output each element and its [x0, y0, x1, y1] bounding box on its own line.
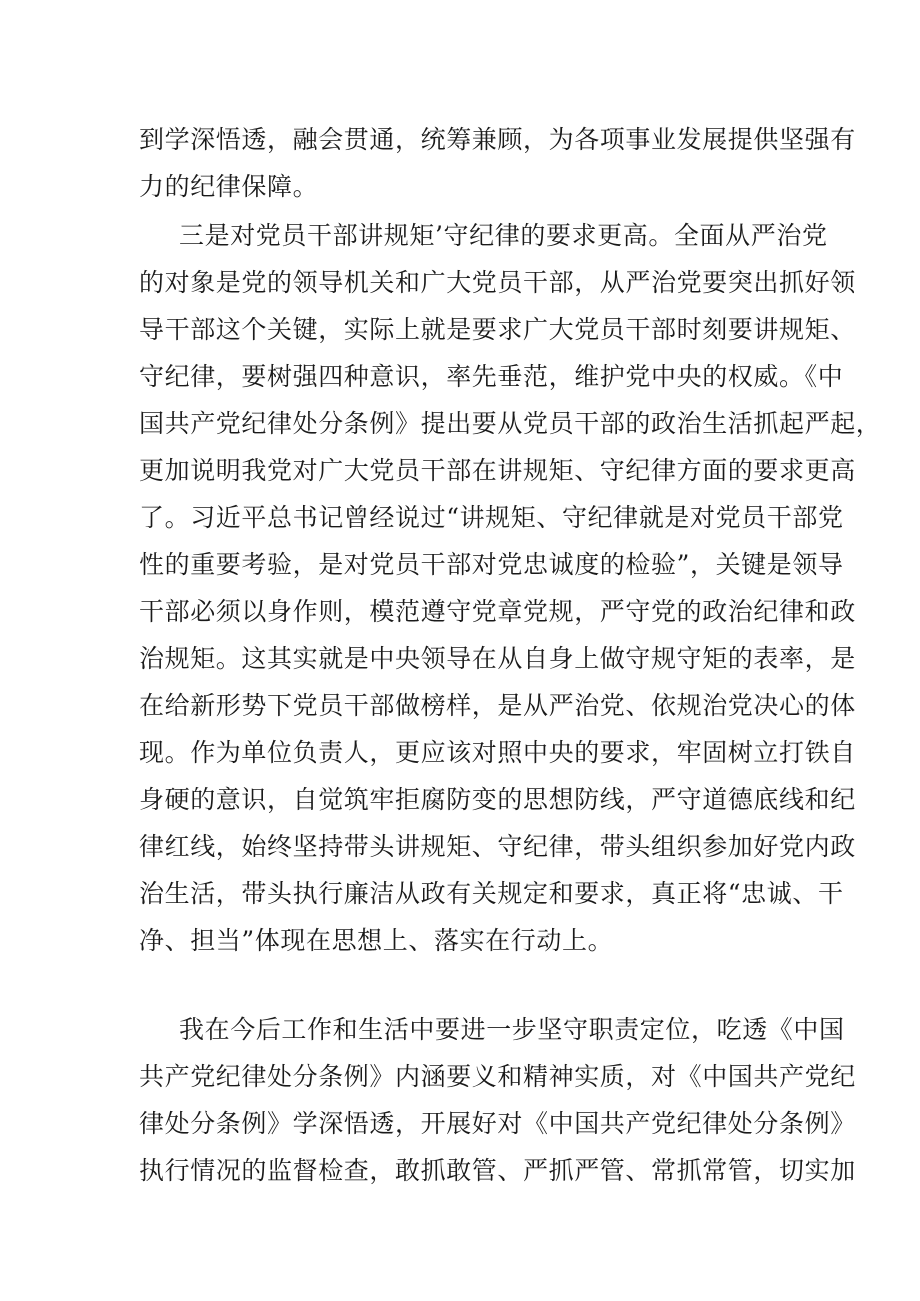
text-line: 在给新形势下党员干部做榜样，是从严治党、依规治党决心的体 — [139, 691, 856, 720]
text-line: 国共产党纪律处分条例》提出要从党员干部的政治生活抓起严起， — [139, 409, 882, 438]
text-line: 律处分条例》学深悟透，开展好对《中国共产党纪律处分条例》 — [139, 1109, 856, 1138]
text-line: 律红线，始终坚持带头讲规矩、守纪律，带头组织参加好党内政 — [139, 832, 856, 861]
text-line: 三是对党员干部讲规矩’守纪律的要求更高。全面从严治党 — [179, 221, 828, 250]
paragraph-personal-commitment — [139, 1006, 856, 1194]
text-line: 共产党纪律处分条例》内涵要义和精神实质，对《中国共产党纪 — [139, 1062, 856, 1091]
text-line: 导干部这个关键，实际上就是要求广大党员干部时刻要讲规矩、 — [139, 315, 856, 344]
text-line: 到学深悟透，融会贯通，统筹兼顾，为各项事业发展提供坚强有 — [139, 125, 856, 154]
text-line: 我在今后工作和生活中要进一步坚守职责定位，吃透《中国 — [179, 1015, 845, 1044]
text-line: 更加说明我党对广大党员干部在讲规矩、守纪律方面的要求更高 — [139, 456, 856, 485]
text-line: 的对象是党的领导机关和广大党员干部，从严治党要突出抓好领 — [139, 268, 856, 297]
paragraph-point-three — [139, 212, 882, 964]
paragraph-continuation — [139, 116, 856, 210]
text-line: 治生活，带头执行廉洁从政有关规定和要求，真正将“忠诚、干 — [139, 879, 844, 908]
text-line: 身硬的意识，自觉筑牢拒腐防变的思想防线，严守道德底线和纪 — [139, 785, 856, 814]
text-line: 净、担当”体现在思想上、落实在行动上。 — [139, 926, 614, 955]
text-line: 执行情况的监督检查，敢抓敢管、严抓严管、常抓常管，切实加 — [139, 1156, 856, 1185]
text-line: 现。作为单位负责人，更应该对照中央的要求，牢固树立打铁自 — [139, 738, 856, 767]
text-line: 干部必须以身作则，模范遵守党章党规，严守党的政治纪律和政 — [139, 597, 856, 626]
text-line: 治规矩。这其实就是中央领导在从自身上做守规守矩的表率，是 — [139, 644, 856, 673]
text-line: 守纪律，要树强四种意识，率先垂范，维护党中央的权威。《中 — [139, 362, 844, 391]
text-line: 力的纪律保障。 — [139, 172, 319, 201]
text-line: 了。习近平总书记曾经说过“讲规矩、守纪律就是对党员干部党 — [139, 503, 844, 532]
text-line: 性的重要考验，是对党员干部对党忠诚度的检验”，关键是领导 — [139, 550, 844, 579]
